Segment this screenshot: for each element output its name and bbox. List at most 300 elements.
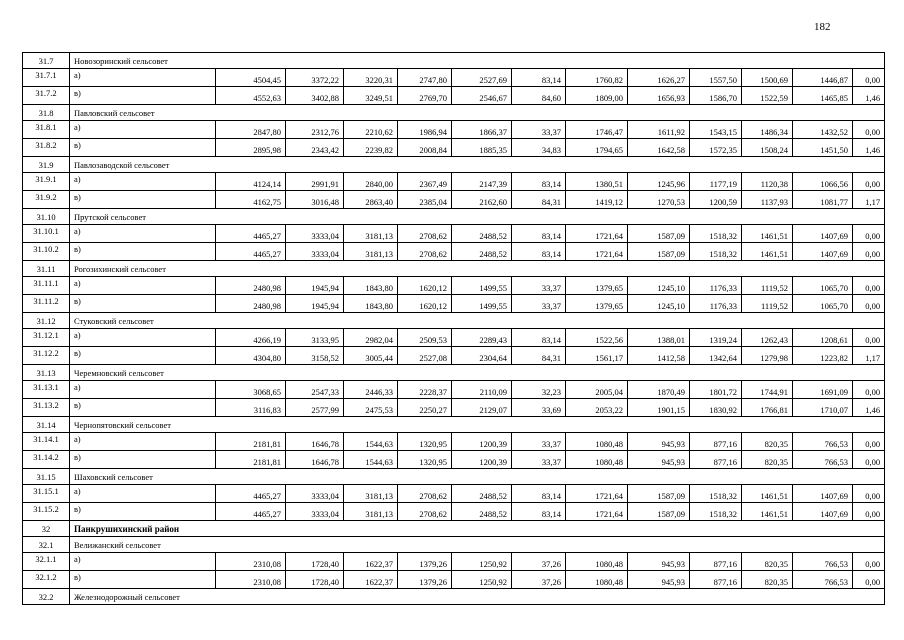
value-cell: 1320,95 [398,433,452,451]
row-code: 32.1 [23,537,70,553]
row-code: 31.12.1 [23,329,70,347]
value-cell: 83,14 [512,69,566,87]
value-cell: 1120,38 [742,173,793,191]
value-cell: 1561,17 [566,347,628,365]
value-cell: 1461,51 [742,503,793,521]
value-cell: 2488,52 [452,243,512,261]
value-cell: 0,00 [853,173,885,191]
row-code: 31.7.2 [23,87,70,105]
value-cell: 1081,77 [793,191,853,209]
value-cell: 3181,13 [344,503,398,521]
value-cell: 1250,92 [452,553,512,571]
value-cell: 2527,69 [452,69,512,87]
row-code: 31.13.2 [23,399,70,417]
value-cell: 1830,92 [690,399,742,417]
value-cell: 1176,33 [690,295,742,313]
value-cell: 0,00 [853,277,885,295]
table-row [23,87,885,105]
value-cell: 2228,37 [398,381,452,399]
value-cell: 877,16 [690,451,742,469]
value-cell: 1407,69 [793,485,853,503]
value-cell: 1,46 [853,399,885,417]
row-code: 31.7.1 [23,69,70,87]
value-cell: 0,00 [853,381,885,399]
row-label: а) [70,225,216,243]
value-cell: 2488,52 [452,485,512,503]
section-name: Павловский сельсовет [70,105,885,121]
value-cell: 1586,70 [690,87,742,105]
value-cell: 1728,40 [286,571,344,589]
district-name: Панкрушихинский район [70,521,885,537]
section-name: Стуковский сельсовет [70,313,885,329]
value-cell: 1587,09 [628,243,690,261]
value-cell: 1721,64 [566,243,628,261]
value-cell: 3333,04 [286,243,344,261]
row-code: 32 [23,521,70,537]
value-cell: 2982,04 [344,329,398,347]
value-cell: 0,00 [853,553,885,571]
value-cell: 1945,94 [286,277,344,295]
value-cell: 1379,65 [566,277,628,295]
value-cell: 37,26 [512,571,566,589]
value-cell: 33,69 [512,399,566,417]
row-code: 31.8.2 [23,139,70,157]
value-cell: 877,16 [690,553,742,571]
value-cell: 1945,94 [286,295,344,313]
table-row [23,69,885,87]
value-cell: 1270,53 [628,191,690,209]
value-cell: 1279,98 [742,347,793,365]
value-cell: 3333,04 [286,485,344,503]
value-cell: 3220,31 [344,69,398,87]
value-cell: 1518,32 [690,485,742,503]
row-code: 32.1.1 [23,553,70,571]
value-cell: 1543,15 [690,121,742,139]
value-cell: 0,00 [853,69,885,87]
value-cell: 0,00 [853,121,885,139]
value-cell: 4162,75 [216,191,286,209]
value-cell: 1119,52 [742,277,793,295]
value-cell: 2863,40 [344,191,398,209]
value-cell: 1319,24 [690,329,742,347]
row-code: 31.14 [23,417,70,433]
value-cell: 820,35 [742,571,793,589]
value-cell: 820,35 [742,553,793,571]
value-cell: 1,17 [853,191,885,209]
table-body [23,53,885,605]
value-cell: 1885,35 [452,139,512,157]
row-code: 31.11 [23,261,70,277]
value-cell: 1508,24 [742,139,793,157]
table-row [23,503,885,521]
value-cell: 1461,51 [742,243,793,261]
row-label: а) [70,69,216,87]
table-row [23,451,885,469]
row-label: в) [70,191,216,209]
section-name: Железнодорожный сельсовет [70,589,885,605]
value-cell: 2546,67 [452,87,512,105]
value-cell: 83,14 [512,485,566,503]
value-cell: 1388,01 [628,329,690,347]
value-cell: 1901,15 [628,399,690,417]
value-cell: 0,00 [853,451,885,469]
value-cell: 2053,22 [566,399,628,417]
value-cell: 2480,98 [216,295,286,313]
value-cell: 1245,10 [628,277,690,295]
value-cell: 2991,91 [286,173,344,191]
value-cell: 1710,07 [793,399,853,417]
section-name: Рогозихинский сельсовет [70,261,885,277]
value-cell: 1642,58 [628,139,690,157]
value-cell: 1721,64 [566,485,628,503]
value-cell: 877,16 [690,433,742,451]
value-cell: 0,00 [853,485,885,503]
row-label: а) [70,381,216,399]
table-row [23,399,885,417]
row-code: 31.7 [23,53,70,69]
value-cell: 1587,09 [628,485,690,503]
value-cell: 1065,70 [793,277,853,295]
value-cell: 1320,95 [398,451,452,469]
value-cell: 2310,08 [216,553,286,571]
value-cell: 1200,39 [452,451,512,469]
value-cell: 1986,94 [398,121,452,139]
value-cell: 1432,52 [793,121,853,139]
value-cell: 4465,27 [216,225,286,243]
table-row [23,347,885,365]
value-cell: 1691,09 [793,381,853,399]
value-cell: 1461,51 [742,225,793,243]
value-cell: 3333,04 [286,225,344,243]
row-code: 31.10.1 [23,225,70,243]
value-cell: 1080,48 [566,571,628,589]
value-cell: 3016,48 [286,191,344,209]
value-cell: 2577,99 [286,399,344,417]
section-name: Велижанский сельсовет [70,537,885,553]
value-cell: 1379,26 [398,571,452,589]
row-code: 32.2 [23,589,70,605]
value-cell: 3005,44 [344,347,398,365]
value-cell: 33,37 [512,121,566,139]
value-cell: 1544,63 [344,433,398,451]
row-label: а) [70,433,216,451]
section-row [23,537,885,553]
value-cell: 33,37 [512,433,566,451]
value-cell: 1646,78 [286,451,344,469]
value-cell: 2840,00 [344,173,398,191]
value-cell: 0,00 [853,571,885,589]
row-code: 31.14.1 [23,433,70,451]
value-cell: 945,93 [628,451,690,469]
section-row [23,105,885,121]
value-cell: 945,93 [628,571,690,589]
row-code: 31.9.1 [23,173,70,191]
row-label: в) [70,347,216,365]
value-cell: 1200,39 [452,433,512,451]
value-cell: 1065,70 [793,295,853,313]
value-cell: 1870,49 [628,381,690,399]
value-cell: 1066,56 [793,173,853,191]
value-cell: 1446,87 [793,69,853,87]
value-cell: 1522,59 [742,87,793,105]
row-label: в) [70,295,216,313]
row-label: а) [70,553,216,571]
value-cell: 0,00 [853,503,885,521]
value-cell: 1208,61 [793,329,853,347]
district-row [23,521,885,537]
value-cell: 2446,33 [344,381,398,399]
value-cell: 1419,12 [566,191,628,209]
value-cell: 1721,64 [566,225,628,243]
table-row [23,121,885,139]
value-cell: 1176,33 [690,277,742,295]
value-cell: 4465,27 [216,243,286,261]
value-cell: 2310,08 [216,571,286,589]
value-cell: 2239,82 [344,139,398,157]
value-cell: 1250,92 [452,571,512,589]
value-cell: 1137,93 [742,191,793,209]
value-cell: 2488,52 [452,503,512,521]
table-row [23,329,885,347]
value-cell: 0,00 [853,295,885,313]
section-row [23,261,885,277]
value-cell: 1379,65 [566,295,628,313]
row-code: 31.12.2 [23,347,70,365]
value-cell: 2747,80 [398,69,452,87]
value-cell: 1518,32 [690,243,742,261]
value-cell: 2005,04 [566,381,628,399]
value-cell: 2210,62 [344,121,398,139]
value-cell: 1744,91 [742,381,793,399]
value-cell: 3181,13 [344,225,398,243]
table-row [23,553,885,571]
row-code: 31.10 [23,209,70,225]
row-code: 31.9.2 [23,191,70,209]
value-cell: 766,53 [793,451,853,469]
value-cell: 1620,12 [398,295,452,313]
value-cell: 1843,80 [344,295,398,313]
row-code: 31.9 [23,157,70,173]
section-name: Прутской сельсовет [70,209,885,225]
value-cell: 2547,33 [286,381,344,399]
table-row [23,295,885,313]
value-cell: 2475,53 [344,399,398,417]
table-row [23,225,885,243]
value-cell: 1262,43 [742,329,793,347]
value-cell: 1451,50 [793,139,853,157]
value-cell: 1766,81 [742,399,793,417]
value-cell: 4124,14 [216,173,286,191]
row-code: 31.14.2 [23,451,70,469]
section-name: Павлозаводской сельсовет [70,157,885,173]
row-code: 31.12 [23,313,70,329]
value-cell: 877,16 [690,571,742,589]
value-cell: 1611,92 [628,121,690,139]
value-cell: 1572,35 [690,139,742,157]
value-cell: 2708,62 [398,225,452,243]
value-cell: 766,53 [793,571,853,589]
row-code: 32.1.2 [23,571,70,589]
value-cell: 1080,48 [566,433,628,451]
value-cell: 2769,70 [398,87,452,105]
value-cell: 83,14 [512,329,566,347]
table-row [23,485,885,503]
value-cell: 2343,42 [286,139,344,157]
value-cell: 1,46 [853,139,885,157]
value-cell: 1177,19 [690,173,742,191]
value-cell: 766,53 [793,553,853,571]
row-label: в) [70,451,216,469]
value-cell: 4465,27 [216,485,286,503]
value-cell: 34,83 [512,139,566,157]
row-label: в) [70,571,216,589]
value-cell: 1223,82 [793,347,853,365]
value-cell: 2509,53 [398,329,452,347]
value-cell: 1518,32 [690,225,742,243]
value-cell: 2527,08 [398,347,452,365]
row-label: в) [70,399,216,417]
value-cell: 2289,43 [452,329,512,347]
value-cell: 37,26 [512,553,566,571]
table-row [23,173,885,191]
value-cell: 1587,09 [628,503,690,521]
value-cell: 1866,37 [452,121,512,139]
value-cell: 84,60 [512,87,566,105]
value-cell: 3372,22 [286,69,344,87]
value-cell: 2708,62 [398,503,452,521]
section-row [23,417,885,433]
value-cell: 2480,98 [216,277,286,295]
value-cell: 2110,09 [452,381,512,399]
value-cell: 0,00 [853,243,885,261]
value-cell: 1622,37 [344,571,398,589]
row-code: 31.8 [23,105,70,121]
tariff-table [22,52,885,605]
value-cell: 1407,69 [793,243,853,261]
row-label: в) [70,87,216,105]
section-name: Новозоринский сельсовет [70,53,885,69]
value-cell: 2162,60 [452,191,512,209]
value-cell: 1412,58 [628,347,690,365]
value-cell: 1245,96 [628,173,690,191]
section-row [23,53,885,69]
value-cell: 2181,81 [216,451,286,469]
value-cell: 1746,47 [566,121,628,139]
value-cell: 1622,37 [344,553,398,571]
section-row [23,313,885,329]
value-cell: 1,17 [853,347,885,365]
row-code: 31.11.1 [23,277,70,295]
value-cell: 4266,19 [216,329,286,347]
row-label: а) [70,329,216,347]
value-cell: 0,00 [853,433,885,451]
value-cell: 945,93 [628,553,690,571]
row-code: 31.15 [23,469,70,485]
value-cell: 83,14 [512,225,566,243]
value-cell: 3181,13 [344,485,398,503]
value-cell: 2847,80 [216,121,286,139]
value-cell: 2008,84 [398,139,452,157]
section-row [23,157,885,173]
value-cell: 83,14 [512,243,566,261]
value-cell: 1522,56 [566,329,628,347]
value-cell: 1465,85 [793,87,853,105]
value-cell: 1119,52 [742,295,793,313]
value-cell: 1721,64 [566,503,628,521]
value-cell: 1760,82 [566,69,628,87]
row-code: 31.15.1 [23,485,70,503]
value-cell: 3402,88 [286,87,344,105]
value-cell: 1461,51 [742,485,793,503]
value-cell: 2312,76 [286,121,344,139]
row-label: в) [70,139,216,157]
value-cell: 2181,81 [216,433,286,451]
value-cell: 3249,51 [344,87,398,105]
value-cell: 1518,32 [690,503,742,521]
value-cell: 83,14 [512,503,566,521]
value-cell: 1500,69 [742,69,793,87]
row-code: 31.13 [23,365,70,381]
value-cell: 4304,80 [216,347,286,365]
value-cell: 84,31 [512,191,566,209]
value-cell: 84,31 [512,347,566,365]
value-cell: 2147,39 [452,173,512,191]
value-cell: 33,37 [512,295,566,313]
value-cell: 3333,04 [286,503,344,521]
value-cell: 33,37 [512,277,566,295]
value-cell: 1080,48 [566,451,628,469]
value-cell: 1626,27 [628,69,690,87]
value-cell: 4504,45 [216,69,286,87]
row-label: а) [70,485,216,503]
value-cell: 1587,09 [628,225,690,243]
value-cell: 1809,00 [566,87,628,105]
value-cell: 2304,64 [452,347,512,365]
value-cell: 1407,69 [793,225,853,243]
value-cell: 1620,12 [398,277,452,295]
value-cell: 1200,59 [690,191,742,209]
value-cell: 2708,62 [398,243,452,261]
value-cell: 2385,04 [398,191,452,209]
row-code: 31.10.2 [23,243,70,261]
table-row [23,277,885,295]
table-row [23,433,885,451]
value-cell: 1728,40 [286,553,344,571]
section-row [23,209,885,225]
row-code: 31.15.2 [23,503,70,521]
value-cell: 1544,63 [344,451,398,469]
row-label: в) [70,503,216,521]
value-cell: 3158,52 [286,347,344,365]
value-cell: 2367,49 [398,173,452,191]
value-cell: 2488,52 [452,225,512,243]
value-cell: 766,53 [793,433,853,451]
value-cell: 1407,69 [793,503,853,521]
value-cell: 1499,55 [452,277,512,295]
value-cell: 1843,80 [344,277,398,295]
value-cell: 2708,62 [398,485,452,503]
value-cell: 3068,65 [216,381,286,399]
table-row [23,243,885,261]
section-name: Чернопятовский сельсовет [70,417,885,433]
value-cell: 1801,72 [690,381,742,399]
value-cell: 1380,51 [566,173,628,191]
value-cell: 1499,55 [452,295,512,313]
value-cell: 2129,07 [452,399,512,417]
value-cell: 0,00 [853,329,885,347]
row-code: 31.11.2 [23,295,70,313]
value-cell: 945,93 [628,433,690,451]
